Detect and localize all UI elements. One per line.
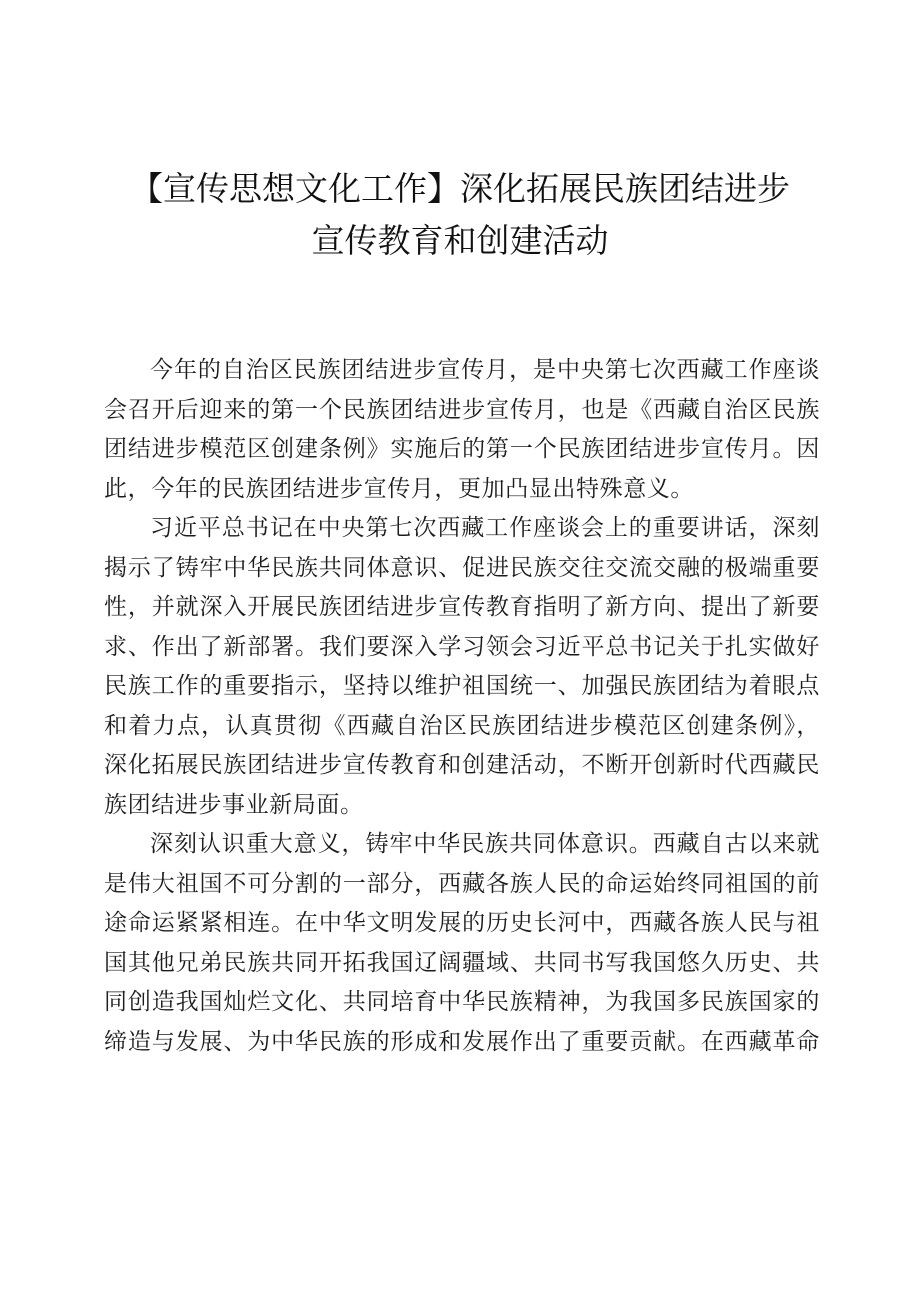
title-line-1: 【宣传思想文化工作】深化拓展民族团结进步 bbox=[130, 169, 790, 208]
text-line: 和着力点，认真贯彻《西藏自治区民族团结进步模范区创建条例》， bbox=[104, 712, 820, 739]
paragraph bbox=[104, 825, 820, 1062]
text-line: 同创造我国灿烂文化、共同培育中华民族精神，为我国多民族国家的 bbox=[104, 989, 820, 1015]
text-line: 习近平总书记在中央第七次西藏工作座谈会上的重要讲话，深刻 bbox=[150, 515, 820, 541]
text-line: 国其他兄弟民族共同开拓我国辽阔疆域、共同书写我国悠久历史、共 bbox=[104, 949, 820, 976]
text-line: 揭示了铸牢中华民族共同体意识、促进民族交往交流交融的极端重要 bbox=[104, 554, 820, 581]
title-line-2: 宣传教育和创建活动 bbox=[311, 221, 609, 260]
text-line: 会召开后迎来的第一个民族团结进步宣传月，也是《西藏自治区民族 bbox=[104, 396, 820, 423]
text-line: 族团结进步事业新局面。 bbox=[104, 791, 364, 818]
text-line: 今年的自治区民族团结进步宣传月，是中央第七次西藏工作座谈 bbox=[150, 357, 820, 383]
document-body bbox=[104, 351, 820, 1062]
text-line: 团结进步模范区创建条例》实施后的第一个民族团结进步宣传月。因 bbox=[104, 436, 820, 462]
document-title bbox=[0, 163, 920, 267]
text-line: 性，并就深入开展民族团结进步宣传教育指明了新方向、提出了新要 bbox=[104, 594, 820, 620]
paragraph bbox=[104, 509, 820, 825]
text-line: 深刻认识重大意义，铸牢中华民族共同体意识。西藏自古以来就 bbox=[150, 831, 820, 857]
text-line: 途命运紧紧相连。在中华文明发展的历史长河中，西藏各族人民与祖 bbox=[104, 910, 820, 936]
text-line: 是伟大祖国不可分割的一部分，西藏各族人民的命运始终同祖国的前 bbox=[104, 870, 820, 897]
text-line: 缔造与发展、为中华民族的形成和发展作出了重要贡献。在西藏革命 bbox=[104, 1028, 820, 1055]
text-line: 民族工作的重要指示，坚持以维护祖国统一、加强民族团结为着眼点 bbox=[104, 673, 820, 699]
paragraph bbox=[104, 351, 820, 509]
text-line: 深化拓展民族团结进步宣传教育和创建活动，不断开创新时代西藏民 bbox=[104, 752, 820, 778]
text-line: 求、作出了新部署。我们要深入学习领会习近平总书记关于扎实做好 bbox=[104, 633, 820, 660]
text-line: 此，今年的民族团结进步宣传月，更加凸显出特殊意义。 bbox=[104, 475, 694, 502]
